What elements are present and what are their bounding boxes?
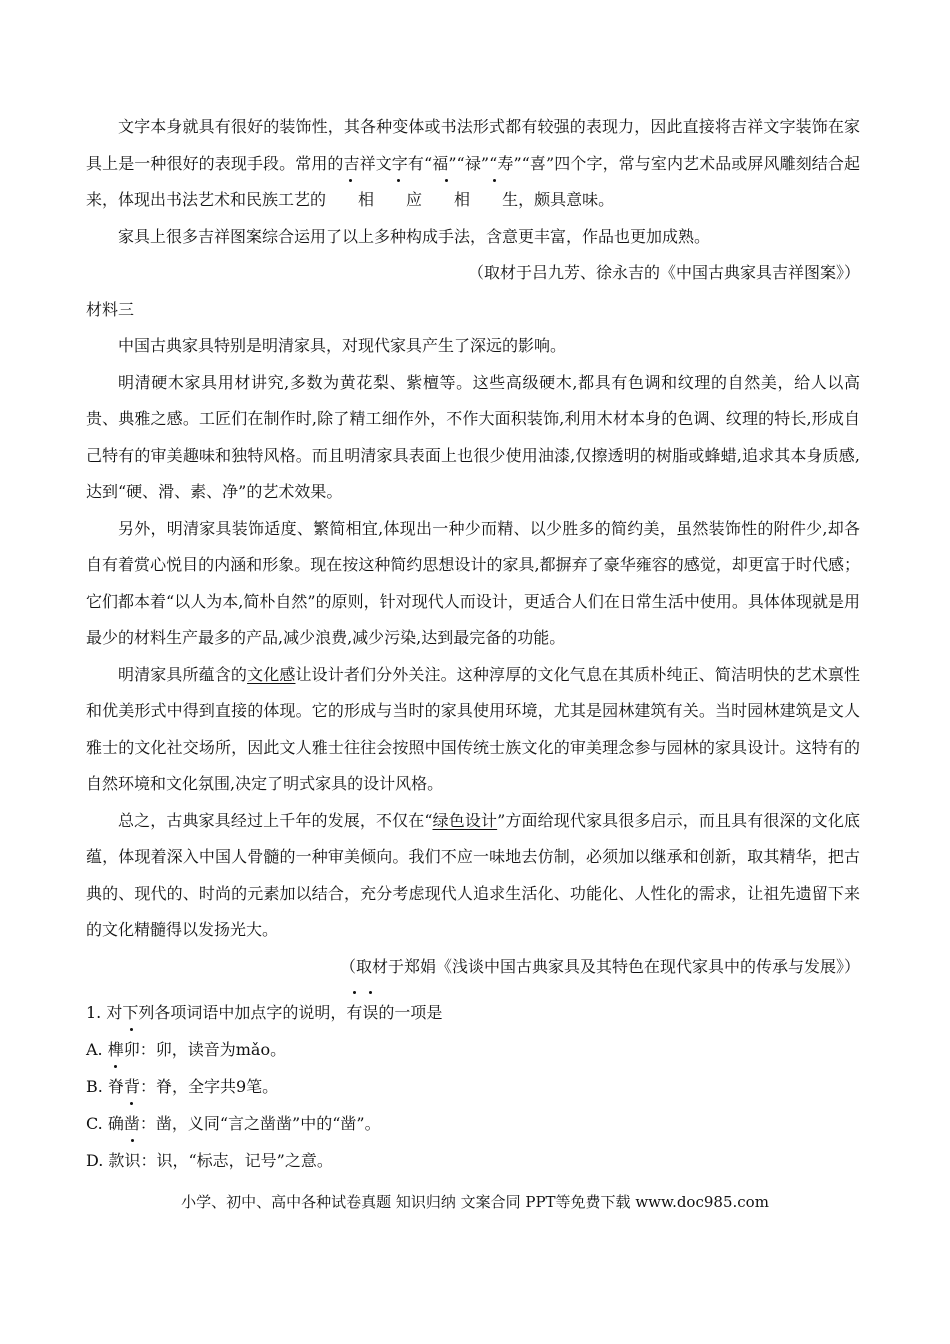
option-a: A. 榫卯：卯，读音为mǎo。 (86, 1031, 860, 1068)
underlined-term: 文化感 (247, 664, 296, 684)
source-citation-1: （取材于吕九芳、徐永吉的《中国古典家具吉祥图案》） (467, 263, 860, 282)
underlined-term: 绿色设计 (432, 810, 498, 830)
dotted-char: 生 (470, 182, 518, 219)
paragraph-simplicity: 另外，明清家具装饰适度、繁简相宜,体现出一种少而精、以少胜多的简约美，虽然装饰性的附件少,却各自有着赏心悦目的内涵和形象。现在按这种简约思想设计的家具,都摒弃了豪华雍容的感觉，却更富于时代感；它们都本着“以人为本,简朴自然”的原则，针对现代人而设计，更适合人们在日常生活中使用。具体体现就是用最少的材料生产最多的产品,减少浪费,减少污染,达到最完备的功能。 (86, 518, 860, 647)
page-footer: 小学、初中、高中各种试卷真题 知识归纳 文案合同 PPT等免费下载 www.doc985.com (181, 1193, 769, 1211)
question-stem: 1. 对下列各项词语中加点字的说明，有误的一项是 (86, 994, 860, 1031)
dotted-char: 卯 (124, 1031, 140, 1068)
paragraph-combined-patterns: 家具上很多吉祥图案综合运用了以上多种构成手法，含意更丰富，作品也更加成熟。 (118, 226, 711, 246)
option-b: B. 脊背：脊，全字共9笔。 (86, 1068, 860, 1105)
source-citation-2: （取材于郑娟《浅谈中国古典家具及其特色在现代家具中的传承与发展》） (339, 956, 860, 976)
dotted-char: 脊 (108, 1068, 124, 1105)
paragraph-culture: 明清家具所蕴含的文化感让设计者们分外关注。这种淳厚的文化气息在其质朴纯正、简洁明快的艺术禀性和优美形式中得到直接的体现。它的形成与当时的家具使用环境，尤其是园林建筑有关。当时园林建筑是文人雅士的文化社交场所，因此文人雅士往往会按照中国传统士族文化的审美理念参与园林的家具设计。这特有的自然环境和文化氛围,决定了明式家具的设计风格。 (86, 664, 860, 793)
paragraph-hardwood: 明清硬木家具用材讲究,多数为黄花梨、紫檀等。这些高级硬木,都具有色调和纹理的自然美，给人以高贵、典雅之感。工匠们在制作时,除了精工细作外，不作大面积装饰,利用木材本身的色调、纹理的特长,形成自己特有的审美趣味和独特风格。而且明清家具表面上也很少使用油漆,仅擦透明的树脂或蜂蜡,追求其本身质感,达到“硬、滑、素、净”的艺术效果。 (86, 372, 860, 501)
option-d: D. 款识：识，“标志，记号”之意。 (86, 1142, 860, 1179)
dotted-char: 凿 (124, 1105, 140, 1142)
paragraph-lucky-characters: 文字本身就具有很好的装饰性，其各种变体或书法形式都有较强的表现力，因此直接将吉祥文字装饰在家具上是一种很好的表现手段。常用的吉祥文字有“福”“禄”“寿”“喜”四个字，常与室内艺术品或屏风雕刻结合起来，体现出书法艺术和民族工艺的 相 应 相 生，颇具意味。 (86, 109, 860, 219)
material-three-heading: 材料三 (86, 299, 135, 319)
passage-top (86, 109, 860, 985)
paragraph-influence: 中国古典家具特别是明清家具，对现代家具产生了深远的影响。 (118, 336, 567, 355)
dotted-char: 识 (124, 1142, 140, 1179)
dotted-char: 相 (422, 182, 470, 219)
question-1 (86, 994, 860, 1179)
dotted-char: 误 (362, 994, 378, 1031)
dotted-char: 有 (346, 994, 362, 1031)
paragraph-conclusion: 总之，古典家具经过上千年的发展，不仅在“绿色设计”方面给现代家具很多启示，而且具有很深的文化底蕴，体现着深入中国人骨髓的一种审美倾向。我们不应一味地去仿制，必须加以继承和创新，取其精华，把古典的、现代的、时尚的元素加以结合，充分考虑现代人追求生活化、功能化、人性化的需求，让祖先遗留下来的文化精髓得以发扬光大。 (86, 810, 860, 939)
option-c: C. 确凿：凿，义同“言之凿凿”中的“凿”。 (86, 1105, 860, 1142)
dotted-char: 相 (326, 182, 374, 219)
dotted-char: 应 (374, 182, 422, 219)
